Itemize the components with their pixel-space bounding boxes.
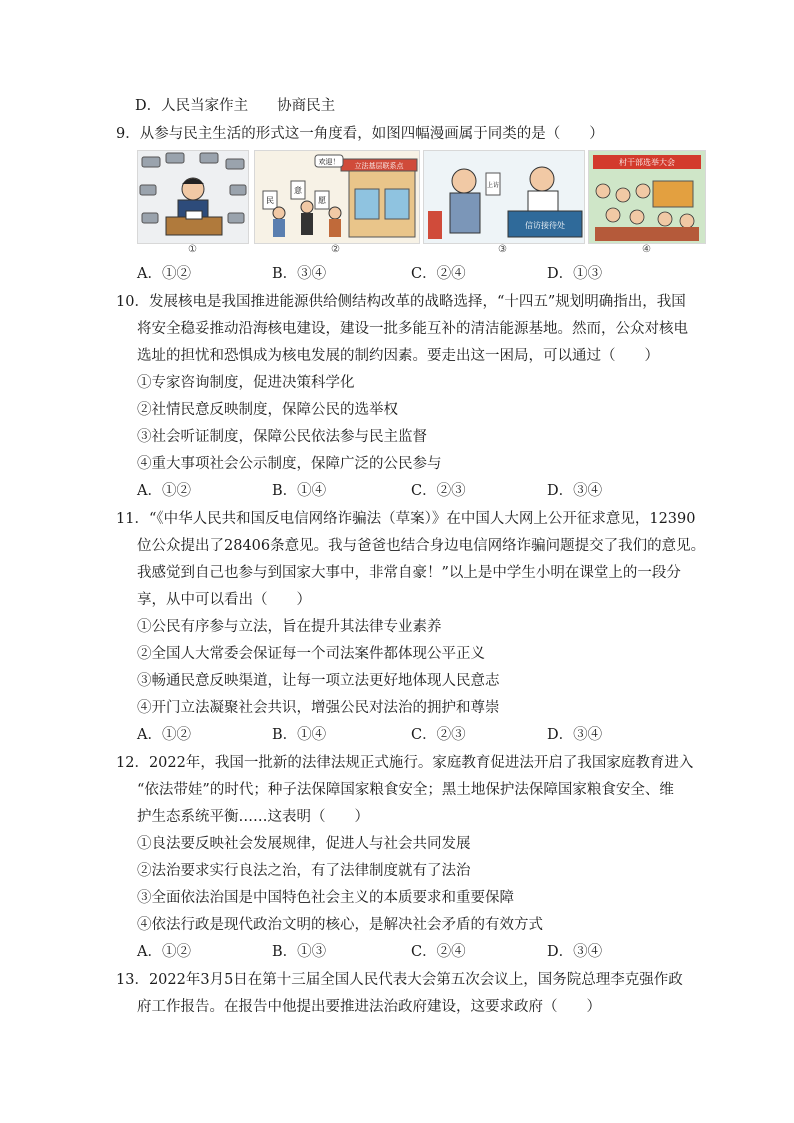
q10-item-2: ②社情民意反映制度，保障公民的选举权	[137, 402, 398, 418]
q12-option-c[interactable]: C．②④	[411, 944, 466, 960]
q11-option-a[interactable]: A．①②	[137, 727, 191, 743]
q12-stem-line-3: 护生态系统平衡……这表明（ ）	[137, 809, 369, 825]
q12-option-d[interactable]: D．③④	[547, 944, 603, 960]
q12-item-3: ③全面依法治国是中国特色社会主义的本质要求和重要保障	[137, 890, 514, 906]
q12-item-1: ①良法要反映社会发展规律，促进人与社会共同发展	[137, 836, 471, 852]
q10-item-3: ③社会听证制度，保障公民依法参与民主监督	[137, 429, 427, 445]
cartoon-3-caption: ③	[498, 244, 507, 255]
q9-option-a[interactable]: A．①②	[137, 266, 191, 282]
q11-item-1: ①公民有序参与立法，旨在提升其法律专业素养	[137, 619, 442, 635]
q9-option-b[interactable]: B．③④	[272, 266, 327, 282]
q10-stem-line-2: 将安全稳妥推动沿海核电建设，建设一批多能互补的清洁能源基地。然而，公众对核电	[137, 321, 688, 337]
q11-item-3: ③畅通民意反映渠道，让每一项立法更好地体现人民意志	[137, 673, 500, 689]
cartoon-2-paper-3: 愿	[318, 196, 326, 205]
q12-item-4: ④依法行政是现代政治文明的核心，是解决社会矛盾的有效方式	[137, 917, 543, 933]
q10-stem-line-3: 选址的担忧和恐惧成为核电发展的制约因素。要走出这一困局，可以通过（ ）	[137, 348, 659, 364]
cartoon-2-image	[254, 150, 420, 244]
q11-option-c[interactable]: C．②③	[411, 727, 466, 743]
cartoon-1-image	[137, 150, 249, 244]
cartoon-2-sign: 立法基层联系点	[354, 162, 404, 170]
q10-option-a[interactable]: A．①②	[137, 483, 191, 499]
q11-item-2: ②全国人大常委会保证每一个司法案件都体现公平正义	[137, 646, 485, 662]
q10-option-c[interactable]: C．②③	[411, 483, 466, 499]
cartoon-2-paper-1: 民	[266, 196, 274, 205]
q10-item-4: ④重大事项社会公示制度，保障广泛的公民参与	[137, 456, 442, 472]
q11-stem-line-2: 位公众提出了28406条意见。我与爸爸也结合身边电信网络诈骗问题提交了我们的意见。	[137, 538, 706, 554]
q10-option-b[interactable]: B．①④	[272, 483, 327, 499]
q13-stem-line-1: 13．2022年3月5日在第十三届全国人民代表大会第五次会议上，国务院总理李克强作政	[116, 972, 683, 988]
cartoon-3-image	[423, 150, 585, 244]
q13-stem-line-2: 府工作报告。在报告中他提出要推进法治政府建设，这要求政府（ ）	[137, 999, 601, 1015]
cartoon-4-image	[588, 150, 706, 244]
cartoon-4-banner: 村干部选举大会	[619, 158, 675, 167]
q12-option-a[interactable]: A．①②	[137, 944, 191, 960]
q9-option-d[interactable]: D．①③	[547, 266, 603, 282]
q11-option-d[interactable]: D．③④	[547, 727, 603, 743]
q12-item-2: ②法治要求实行良法之治，有了法律制度就有了法治	[137, 863, 471, 879]
cartoon-1-caption: ①	[188, 244, 197, 255]
q11-stem-line-1: 11．“《中华人民共和国反电信网络诈骗法（草案）》在中国人大网上公开征求意见，12390	[116, 511, 696, 527]
cartoon-2-caption: ②	[331, 244, 340, 255]
q9-stem: 9．从参与民主生活的形式这一角度看，如图四幅漫画属于同类的是（ ）	[116, 126, 604, 142]
cartoon-3-desk-sign: 信访接待处	[525, 221, 565, 230]
q11-stem-line-3: 我感觉到自己也参与到国家大事中，非常自豪！”以上是中学生小明在课堂上的一段分	[137, 565, 681, 581]
cartoon-2-paper-2: 意	[294, 186, 302, 195]
q12-stem-line-1: 12．2022年，我国一批新的法律法规正式施行。家庭教育促进法开启了我国家庭教育进入	[116, 755, 694, 771]
cartoon-2-bubble: 欢迎！	[318, 158, 340, 166]
q10-option-d[interactable]: D．③④	[547, 483, 603, 499]
q10-item-1: ①专家咨询制度，促进决策科学化	[137, 375, 355, 391]
q11-option-b[interactable]: B．①④	[272, 727, 327, 743]
q11-stem-line-4: 享，从中可以看出（ ）	[137, 592, 311, 608]
cartoon-3-paper: 上访	[486, 182, 500, 189]
cartoon-4-caption: ④	[642, 244, 651, 255]
q10-stem-line-1: 10．发展核电是我国推进能源供给侧结构改革的战略选择，“十四五”规划明确指出，我国	[116, 294, 686, 310]
q12-stem-line-2: “依法带娃”的时代；种子法保障国家粮食安全；黑土地保护法保障国家粮食安全、维	[137, 782, 674, 798]
q9-option-c[interactable]: C．②④	[411, 266, 466, 282]
q11-item-4: ④开门立法凝聚社会共识，增强公民对法治的拥护和尊崇	[137, 700, 500, 716]
q8-option-d: D．人民当家作主 协商民主	[135, 98, 336, 114]
q12-option-b[interactable]: B．①③	[272, 944, 327, 960]
